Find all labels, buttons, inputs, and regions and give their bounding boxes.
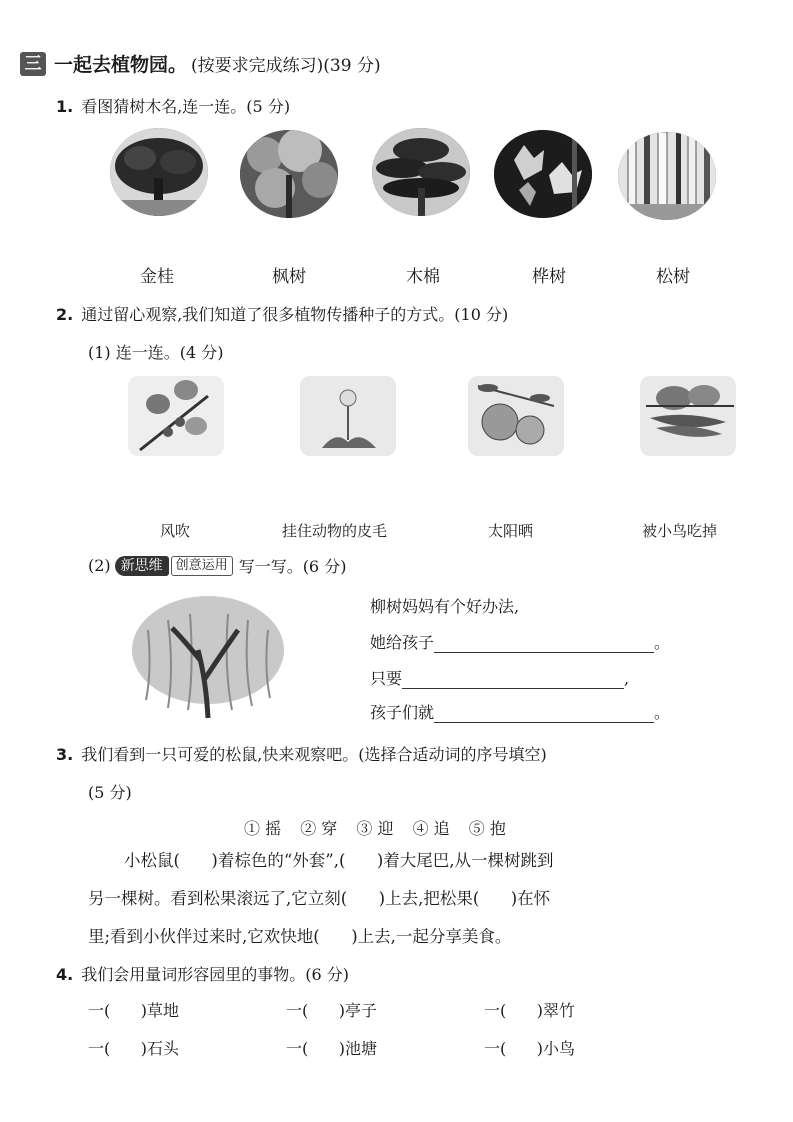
part-2-text: 写一写。(6 分) <box>238 557 347 576</box>
squirrel-paragraph-line-3: 里;看到小伙伴过来时,它欢快地( )上去,一起分享美食。 <box>88 927 512 946</box>
dandelion-icon <box>300 376 396 456</box>
oak-like-tree-icon <box>110 128 208 216</box>
question-4-text: 我们会用量词形容园里的事物。(6 分) <box>81 965 349 984</box>
new-thinking-tag: 新思维 <box>115 556 169 576</box>
tree-label-1: 金桂 <box>140 267 174 287</box>
section-title-text: 一起去植物园。 <box>54 54 188 76</box>
question-3-number: 3. <box>56 745 74 764</box>
section-subtitle: (按要求完成练习)(39 分) <box>191 56 381 76</box>
willow-tree-icon <box>128 590 288 720</box>
question-4 <box>56 962 349 985</box>
section-number-badge: 三 <box>20 52 46 76</box>
birch-forest-icon <box>618 132 716 220</box>
measure-word-1: 一( )草地 <box>88 1001 180 1020</box>
measure-word-2: 一( )亭子 <box>286 1001 378 1020</box>
tree-label-2: 枫树 <box>272 267 306 287</box>
question-4-number: 4. <box>56 965 74 984</box>
option-2: ② 穿 <box>300 819 338 838</box>
option-1: ① 摇 <box>244 819 282 838</box>
answer-blank-1[interactable] <box>434 636 654 653</box>
maple-leaves-icon <box>494 130 592 218</box>
poem-line-2-prefix: 她给孩子 <box>370 633 435 652</box>
part-2-number: (2) <box>88 556 111 575</box>
poem-line-3-prefix: 只要 <box>370 669 403 688</box>
section-title <box>20 50 381 77</box>
answer-blank-3[interactable] <box>434 706 654 723</box>
creative-use-tag: 创意运用 <box>171 556 233 576</box>
question-1 <box>56 94 290 117</box>
answer-blank-2[interactable] <box>402 672 624 689</box>
measure-word-6: 一( )小鸟 <box>484 1039 576 1058</box>
question-3 <box>56 742 547 765</box>
tree-label-5: 松树 <box>656 267 690 287</box>
poem-line-4-prefix: 孩子们就 <box>370 703 435 722</box>
poem-line-1: 柳树妈妈有个好办法, <box>370 597 520 616</box>
question-2-number: 2. <box>56 305 74 324</box>
question-3-text: 我们看到一只可爱的松鼠,快来观察吧。(选择合适动词的序号填空) <box>81 745 547 764</box>
measure-word-4: 一( )石头 <box>88 1039 180 1058</box>
tree-label-3: 木棉 <box>406 267 440 287</box>
squirrel-paragraph-line-1: 小松鼠( )着棕色的“外套”,( )着大尾巴,从一棵树跳到 <box>124 851 554 870</box>
tree-label-4: 桦树 <box>532 267 566 287</box>
poem-line-3-end: , <box>624 669 630 688</box>
question-1-text: 看图猜树木名,连一连。(5 分) <box>81 97 291 116</box>
question-2-text: 通过留心观察,我们知道了很多植物传播种子的方式。(10 分) <box>81 305 509 324</box>
leafy-tree-icon <box>240 130 338 218</box>
question-3-score: (5 分) <box>88 783 132 802</box>
question-2-part-1: (1) 连一连。(4 分) <box>88 343 224 362</box>
dispersal-label-3: 太阳晒 <box>488 522 534 540</box>
poem-line-2 <box>370 630 670 653</box>
question-2-part-2 <box>88 554 346 577</box>
question-2 <box>56 302 508 325</box>
poem-line-4-end: 。 <box>654 703 671 722</box>
option-3: ③ 迎 <box>356 819 394 838</box>
squirrel-paragraph-line-2: 另一棵树。看到松果滚远了,它立刻( )上去,把松果( )在怀 <box>88 889 551 908</box>
pine-tree-icon <box>372 128 470 216</box>
verb-options <box>244 816 520 839</box>
dispersal-label-1: 风吹 <box>160 522 191 540</box>
pomegranate-icon <box>468 376 564 456</box>
poem-line-3 <box>370 666 629 689</box>
question-1-number: 1. <box>56 97 74 116</box>
option-4: ④ 追 <box>412 819 450 838</box>
measure-word-5: 一( )池塘 <box>286 1039 378 1058</box>
dispersal-label-2: 挂住动物的皮毛 <box>282 522 388 540</box>
burdock-plant-icon <box>128 376 224 456</box>
option-5: ⑤ 抱 <box>468 819 506 838</box>
bean-pod-icon <box>640 376 736 456</box>
dispersal-label-4: 被小鸟吃掉 <box>642 522 718 540</box>
measure-word-3: 一( )翠竹 <box>484 1001 576 1020</box>
poem-line-2-end: 。 <box>654 633 671 652</box>
poem-line-4 <box>370 700 670 723</box>
